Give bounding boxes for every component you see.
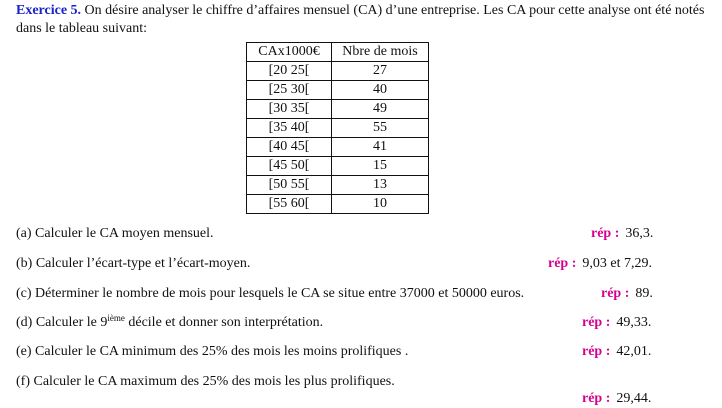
header-ca: CAx1000€ [247,43,332,62]
question-text: Calculer l’écart-type et l’écart-moyen. [35,256,251,271]
question-text [36,315,323,330]
answer-value: 42,01. [616,344,652,359]
count-cell: 55 [332,119,429,138]
exercise-intro [16,2,708,38]
question-label: (d) [16,315,33,330]
answer-label: rép : [582,391,611,406]
answer-b [548,255,652,273]
question-b [16,255,250,273]
question-label: (a) [16,226,32,241]
table-row [247,195,429,214]
table-row [247,138,429,157]
answer-value: 29,44. [616,391,652,406]
question-text-start: Calculer le 9 [35,315,108,330]
answer-label: rép : [591,226,620,241]
exercise-text: On désire analyser le chiffre d’affaires mensuel (CA) d’une entreprise. Les CA pour cette analyse ont été notés dans le tableau suivant: [16,3,705,36]
interval-cell: [55 60[ [247,195,332,214]
question-text: Calculer le CA minimum des 25% des mois les moins prolifiques . [35,344,409,359]
answer-f [582,390,651,408]
question-a [16,225,214,243]
header-months: Nbre de mois [332,43,429,62]
question-text: Calculer le CA maximum des 25% des mois les plus prolifiques. [33,374,395,389]
count-cell: 49 [332,100,429,119]
interval-cell: [25 30[ [247,81,332,100]
table-row [247,100,429,119]
table-row [247,81,429,100]
answer-value: 49,33. [616,315,652,330]
answer-d [582,314,651,332]
interval-cell: [30 35[ [247,100,332,119]
exercise-title: Exercice 5. [16,3,82,18]
interval-cell: [40 45[ [247,138,332,157]
answer-c [601,285,653,303]
interval-cell: [35 40[ [247,119,332,138]
table-header-row [247,43,429,62]
interval-cell: [45 50[ [247,157,332,176]
answer-value: 89. [635,286,653,301]
answer-a [591,225,653,243]
answer-e [582,343,651,361]
interval-cell: [20 25[ [247,62,332,81]
table-row [247,62,429,81]
question-c [16,285,524,303]
answer-value: 36,3. [625,226,654,241]
count-cell: 15 [332,157,429,176]
answer-value: 9,03 et 7,29. [582,256,652,271]
interval-cell: [50 55[ [247,176,332,195]
table-row [247,157,429,176]
count-cell: 40 [332,81,429,100]
answer-label: rép : [582,344,611,359]
question-text: Calculer le CA moyen mensuel. [35,226,214,241]
count-cell: 41 [332,138,429,157]
table-row [247,176,429,195]
count-cell: 10 [332,195,429,214]
question-e [16,343,408,361]
question-text-end: décile et donner son interprétation. [124,315,324,330]
ordinal-suffix: ième [107,313,125,323]
question-label: (e) [16,344,32,359]
question-d [16,314,323,332]
question-f [16,373,395,391]
table-row [247,119,429,138]
answer-label: rép : [582,315,611,330]
answer-label: rép : [548,256,577,271]
answer-label: rép : [601,286,630,301]
question-text: Déterminer le nombre de mois pour lesquels le CA se situe entre 37000 et 50000 euros. [35,286,525,301]
question-label: (f) [16,374,30,389]
count-cell: 27 [332,62,429,81]
count-cell: 13 [332,176,429,195]
question-label: (c) [16,286,32,301]
question-label: (b) [16,256,33,271]
data-table [246,42,429,214]
